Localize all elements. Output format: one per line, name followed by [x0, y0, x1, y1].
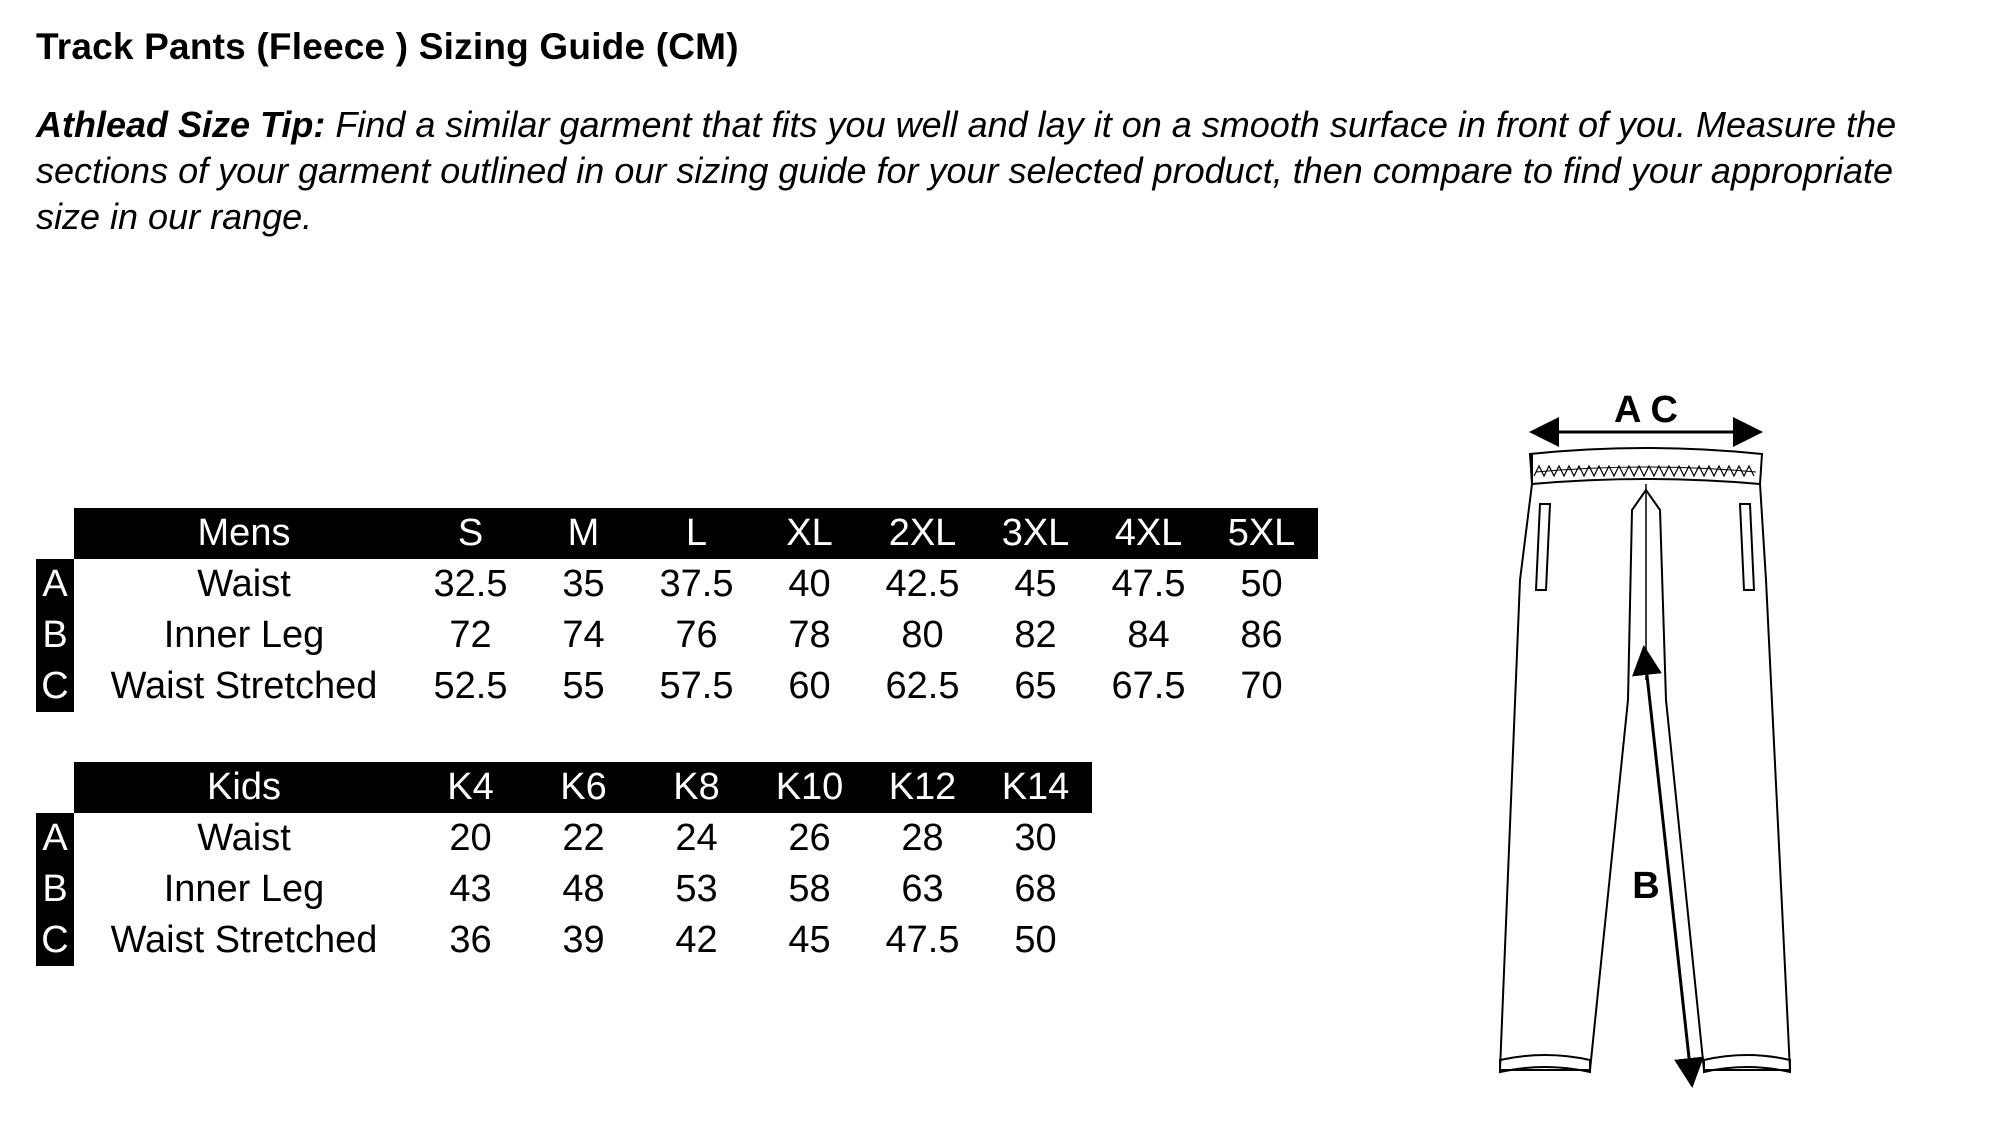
table-cell: 28 [901, 817, 944, 859]
table-cell: 45 [788, 919, 831, 961]
kids-size-header: K14 [979, 762, 1092, 813]
measurement-label: Inner Leg [163, 614, 325, 656]
table-cell: 36 [449, 919, 492, 961]
mens-size-header: XL [753, 508, 866, 559]
table-row [36, 610, 1318, 661]
table-cell: 67.5 [1111, 665, 1186, 707]
table-cell: 40 [788, 563, 831, 605]
table-cell: 76 [675, 614, 718, 656]
table-cell: 68 [1014, 868, 1057, 910]
table-cell: 53 [675, 868, 718, 910]
measurement-label: Inner Leg [163, 868, 325, 910]
waist-measure-label: A C [1613, 389, 1679, 431]
mens-header-row [36, 508, 1318, 559]
measurement-label: Waist [197, 817, 291, 859]
mens-size-header: 4XL [1092, 508, 1205, 559]
table-cell: 63 [901, 868, 944, 910]
table-cell: 55 [562, 665, 605, 707]
track-pants-outline-icon [1460, 380, 1840, 1100]
kids-size-header: K10 [753, 762, 866, 813]
table-cell: 22 [562, 817, 605, 859]
table-cell: 26 [788, 817, 831, 859]
table-cell: 82 [1014, 614, 1057, 656]
measurement-key: B [36, 610, 74, 661]
measurement-key: B [36, 864, 74, 915]
table-cell: 58 [788, 868, 831, 910]
measurement-key: C [36, 915, 74, 966]
kids-header-row [36, 762, 1092, 813]
table-cell: 47.5 [885, 919, 960, 961]
table-cell: 78 [788, 614, 831, 656]
page-title: Track Pants (Fleece ) Sizing Guide (CM) [36, 26, 739, 67]
kids-size-table [36, 762, 1092, 966]
table-cell: 37.5 [659, 563, 734, 605]
kids-header-label: Kids [74, 762, 414, 813]
table-cell: 39 [562, 919, 605, 961]
table-cell: 80 [901, 614, 944, 656]
table-cell: 32.5 [433, 563, 508, 605]
table-cell: 42.5 [885, 563, 960, 605]
table-cell: 50 [1240, 563, 1283, 605]
table-cell: 62.5 [885, 665, 960, 707]
mens-header-label: Mens [74, 508, 414, 559]
table-cell: 57.5 [659, 665, 734, 707]
mens-size-header: L [640, 508, 753, 559]
table-cell: 42 [675, 919, 718, 961]
table-cell: 35 [562, 563, 605, 605]
size-tip [36, 102, 1966, 240]
table-cell: 74 [562, 614, 605, 656]
table-cell: 50 [1014, 919, 1057, 961]
table-cell: 84 [1127, 614, 1170, 656]
table-cell: 65 [1014, 665, 1057, 707]
table-cell: 48 [562, 868, 605, 910]
mens-size-header: M [527, 508, 640, 559]
table-row [36, 661, 1318, 712]
measurement-key: C [36, 661, 74, 712]
table-cell: 52.5 [433, 665, 508, 707]
measurement-label: Waist [197, 563, 291, 605]
measurement-label: Waist Stretched [110, 919, 378, 961]
mens-size-header: 5XL [1205, 508, 1318, 559]
mens-size-header: 3XL [979, 508, 1092, 559]
table-row [36, 864, 1092, 915]
mens-size-header: 2XL [866, 508, 979, 559]
measurement-key: A [36, 559, 74, 610]
table-cell: 70 [1240, 665, 1283, 707]
table-cell: 45 [1014, 563, 1057, 605]
table-cell: 47.5 [1111, 563, 1186, 605]
inner-leg-measure-label: B [1632, 865, 1660, 907]
table-row [36, 813, 1092, 864]
mens-size-table [36, 508, 1318, 712]
kids-size-header: K4 [414, 762, 527, 813]
table-cell: 86 [1240, 614, 1283, 656]
table-cell: 30 [1014, 817, 1057, 859]
table-cell: 24 [675, 817, 718, 859]
table-cell: 43 [449, 868, 492, 910]
table-cell: 20 [449, 817, 492, 859]
table-row [36, 559, 1318, 610]
kids-size-header: K6 [527, 762, 640, 813]
measurement-key: A [36, 813, 74, 864]
size-tip-label: Athlead Size Tip: [36, 104, 326, 145]
table-row [36, 915, 1092, 966]
measurement-label: Waist Stretched [110, 665, 378, 707]
table-cell: 60 [788, 665, 831, 707]
kids-size-header: K8 [640, 762, 753, 813]
table-cell: 72 [449, 614, 492, 656]
track-pants-diagram [1460, 380, 1840, 1100]
size-tip-text: Find a similar garment that fits you well and lay it on a smooth surface in front of you. Measure the sections of your garment outlined in our sizing guide for your selected product, then compare to find your appropriate size in our range. [36, 104, 1897, 237]
mens-size-header: S [414, 508, 527, 559]
kids-size-header: K12 [866, 762, 979, 813]
